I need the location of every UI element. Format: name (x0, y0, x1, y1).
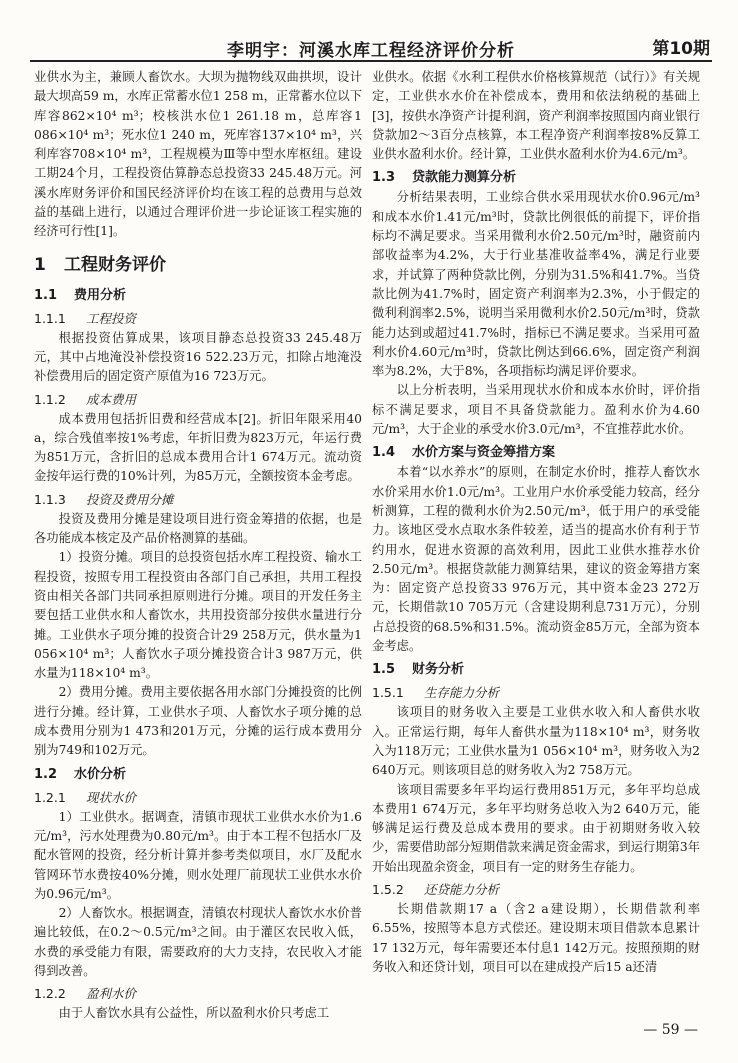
industrial-price-paragraph: 1）工业供水。据调查，清镇市现状工业供水水价为1.6元/m³，污水处理费为0.80元/m³。由于本工程不包括水厂及配水管网的投资，经分析计算并参考类似项目，水厂及配水管网环节水费按40%分摊，则水处理厂前现状工业供水水价为0.96元/m³。 (34, 809, 362, 901)
livestock-price-paragraph: 2）人畜饮水。根据调查，清镇农村现状人畜饮水水价普遍比较低，在0.2～0.5元/m³之间。由于灌区农民收入低，水费的承受能力有限，需要政府的大力支持，农民收入才能得到改善。 (34, 906, 362, 978)
financing-plan-paragraph: 本着“以水养水”的原则，在制定水价时，推荐人畜饮水水价采用水价1.0元/m³。工业用户水价承受能力较高，经分析测算，工程的微利水价为2.50元/m³，低于用户的承受能力。该地区受水点取水条件较差，适当的提高水价有利于节约用水，促进水资源的高效利用，因此工业供水推荐水价2.50元/m³。根据贷款能力测算结果，建议的资金筹措方案为：固定资产总投资33 976万元，其中资本金23 272万元，长期借款10 705万元（含建设期利息731万元），分别占总投资的68.5%和31.5%。流动资金85万元，全部为资本金考虑。 (372, 465, 700, 654)
page-header (30, 14, 712, 62)
right-column (372, 68, 700, 977)
running-title: 李明宇：河溪水库工程经济评价分析 (227, 41, 515, 61)
profit-price-paragraph: 由于人畜饮水具有公益性，所以盈利水价只考虑工 (58, 1006, 330, 1021)
loan-analysis-paragraph: 分析结果表明，工业综合供水采用现状水价0.96元/m³和成本水价1.41元/m³时，贷款比例很低的前提下，评价指标均不满足要求。当采用微利水价2.50元/m³时，融资前内部收益率为4.2%，大于行业基准收益率4%，满足行业要求，并试算了两种贷款比例，分别为31.5%和41.7%。当贷款比例为41.7%时，固定资产利润率为2.3%，小于假定的微利利润率2.5%，说明当采用微利水价2.50元/m³时，贷款能力达到或超过41.7%时，指标已不满足要求。当采用可盈利水价4.60元/m³时，贷款比例达到66.6%，固定资产利润率为8.2%，大于8%，各项指标均满足评价要求。 (372, 190, 700, 379)
section-1-1-heading: 1.1 费用分析 (34, 287, 127, 303)
section-1-1-3-heading: 1.1.3 投资及费用分摊 (34, 491, 174, 507)
section-1-5-2-heading: 1.5.2 还贷能力分析 (372, 881, 500, 897)
section-1-5-heading: 1.5 财务分析 (372, 662, 465, 678)
issue-number: 第10期 (652, 39, 710, 59)
section-1-2-2-heading: 1.2.2 盈利水价 (34, 986, 137, 1002)
page-number: — 59 — (643, 1022, 698, 1038)
cost-paragraph: 成本费用包括折旧费和经营成本[2]。折旧年限采用40 a，综合残值率按1%考虑，年折旧费为823万元，年运行费为851万元，含折旧的总成本费用合计1 674万元。流动资金按年运行费的10%计列，为85万元，全额按资本金考虑。 (34, 411, 362, 484)
revenue-paragraph: 该项目的财务收入主要是工业供水收入和人畜供水收入。正常运行期，每年人畜供水量为118×10⁴ m³，财务收入为118万元；工业供水量为1 056×10⁴ m³，财务收入为2 640万元。则该项目总的财务收入为2 758万元。 (372, 705, 700, 778)
section-1-1-1-heading: 1.1.1 工程投资 (34, 310, 137, 326)
section-1-1-2-heading: 1.1.2 成本费用 (34, 391, 137, 407)
investment-allocation-paragraph: 1）投资分摊。项目的总投资包括水库工程投资、输水工程投资，按照专用工程投资由各部门自己承担，共用工程投资由相关各部门共同承担原则进行分摊。项目的开发任务主要包括工业供水和人畜饮水，共用投资部分按供水量进行分摊。工业供水子项分摊的投资合计29 258万元，供水量为1 056×10⁴ m³；人畜饮水子项分摊投资合计3 987万元，供水量为118×10⁴ m³。 (34, 550, 362, 681)
investment-paragraph: 根据投资估算成果，该项目静态总投资33 245.48万元，其中占地淹没补偿投资16 522.23万元，扣除占地淹没补偿费用后的固定资产原值为16 723万元。 (34, 330, 362, 384)
section-1-3-heading: 1.3 贷款能力测算分析 (372, 170, 517, 186)
section-1-heading: 1 工程财务评价 (34, 254, 166, 275)
section-1-5-1-heading: 1.5.1 生存能力分析 (372, 685, 500, 701)
section-1-2-1-heading: 1.2.1 现状水价 (34, 789, 137, 805)
section-1-4-heading: 1.4 水价方案与资金筹措方案 (372, 445, 556, 461)
survival-paragraph: 该项目需要多年平均运行费用851万元，多年平均总成本费用1 674万元，多年平均财务总收入为2 640万元，能够满足运行费及总成本费用的要求。由于初期财务收入较少，需要借助部分短期借款来满足资金需求，到运行期第3年开始出现盈余资金，项目有一定的财务生存能力。 (372, 782, 700, 874)
section-1-2-heading: 1.2 水价分析 (34, 766, 127, 782)
profit-price-continued-paragraph: 业供水。依据《水利工程供水价格核算规范（试行）》有关规定，工业供水水价在补偿成本，费用和依法纳税的基础上[3]，按供水净资产计提利润，资产利润率按照国内商业银行贷款加2～3百分点核算，本工程净资产利润率按8%反算工业供水盈利水价。经计算，工业供水盈利水价为4.6元/m³。 (372, 70, 700, 162)
cost-allocation-paragraph: 2）费用分摊。费用主要依据各用水部门分摊投资的比例进行分摊。经计算，工业供水子项、人畜饮水子项分摊的总成本费用分别为1 473和201万元，分摊的运行成本费用分别为749和102万元。 (34, 685, 362, 758)
allocation-intro-paragraph: 投资及费用分摊是建设项目进行资金筹措的依据，也是各功能成本核定及产品价格测算的基础。 (34, 511, 362, 546)
loan-conclusion-paragraph: 以上分析表明，当采用现状水价和成本水价时，评价指标不满足要求，项目不具备贷款能力。盈利水价为4.60元/m³，大于企业的承受水价3.0元/m³，不宜推荐此水价。 (372, 383, 700, 437)
left-column (34, 68, 362, 1024)
repayment-paragraph: 长期借款期17 a（含2 a建设期），长期借款利率6.55%，按照等本息方式偿还。建设期末项目借款本息累计17 132万元，每年需要还本付息1 142万元。按照预期的财务收入和还贷计划，项目可以在建成投产后15 a还清 (372, 901, 700, 974)
intro-paragraph: 业供水为主，兼顾人畜饮水。大坝为抛物线双曲拱坝，设计最大坝高59 m，水库正常蓄水位1 258 m，正常蓄水位以下库容862×10⁴ m³；校核洪水位1 261.18 m，总库容1 086×10⁴ m³；死水位1 240 m，死库容137×10⁴ m³，兴利库容708×10⁴ m³，工程规模为Ⅲ等中型水库枢纽。建设工期24个月，工程投资估算静态总投资33 245.48万元。河溪水库财务评价和国民经济评价均在该工程的总费用与总效益的基础上进行，以通过合理评价进一步论证该工程实施的经济可行性[1]。 (34, 70, 362, 239)
